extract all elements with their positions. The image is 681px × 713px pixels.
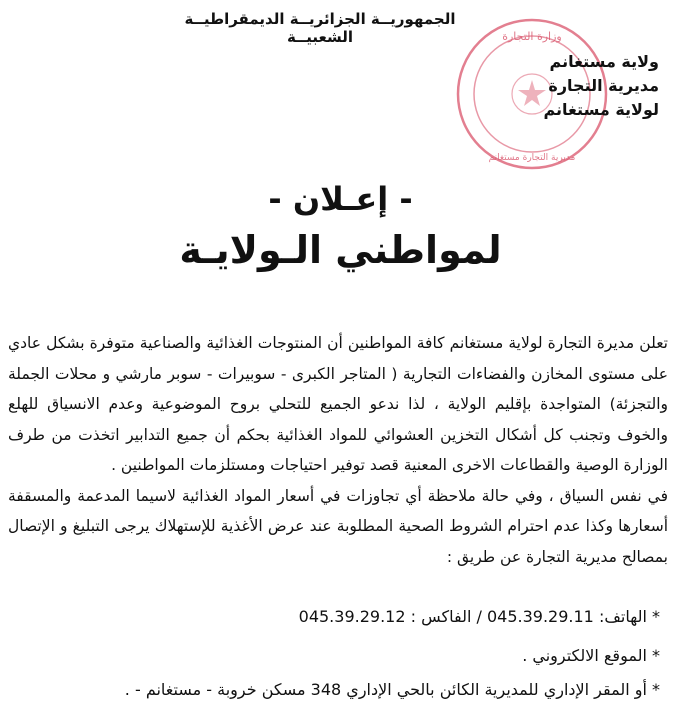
- stamp-top-text: وزارة التجارة: [502, 30, 562, 43]
- issuer-line-1: ولاية مستغانم: [549, 52, 659, 71]
- announcement-subtitle: لمواطني الـولايـة: [179, 228, 502, 272]
- republic-header: الجمهوريــة الجزائريــة الديمقراطيــة الشعبيــة: [184, 10, 456, 46]
- phone-number: 045.39.29.11: [486, 607, 594, 626]
- phone-label: * الهاتف:: [598, 607, 660, 626]
- announcement-title: - إعـلان -: [268, 180, 413, 218]
- contact-website: * الموقع الالكتروني .: [522, 646, 660, 665]
- fax-number: 045.39.29.12: [298, 607, 406, 626]
- issuer-block: [489, 50, 659, 122]
- issuer-line-3: لولاية مستغانم: [543, 100, 659, 119]
- stamp-bottom-text: مديرية التجارة مستغانم: [488, 153, 576, 163]
- issuer-line-2: مديرية التجارة: [548, 76, 659, 95]
- contact-office: * أو المقر الإداري للمديرية الكائن بالحي الإداري 348 مسكن خروبة - مستغانم - .: [124, 680, 660, 699]
- paragraph-1: تعلن مديرة التجارة لولاية مستغانم كافة المواطنين أن المنتوجات الغذائية والصناعية متوفرة بشكل عادي على مستوى المخازن والفضاءات التجارية ( المتاجر الكبرى - سوبيرات - سوبر مارشي و محلات الجملة والتجزئة) المتواجدة بإقليم الولاية ، لذا ندعو الجميع للتحلي بروح الموضوعية وعدم الانسياق للهلع والخوف وتجنب كل أشكال التخزين العشوائي للمواد الغذائية بحكم أن جميع التدابير اتخذت من طرف الوزارة الوصية والقطاعات الاخرى المعنية قصد توفير احتياجات ومستلزمات المواطنين .: [8, 334, 668, 474]
- announcement-body: [8, 328, 668, 572]
- fax-label: / الفاكس :: [410, 607, 482, 626]
- paragraph-2: في نفس السياق ، وفي حالة ملاحظة أي تجاوزات في أسعار المواد الغذائية لاسيما المدعمة والمسقفة أسعارها وكذا عدم احترام الشروط الصحية المطلوبة عند عرض الأغذية للإستهلاك يرجى التبليغ و الإتصال بمصالح مديرية التجارة عن طريق :: [8, 486, 668, 566]
- contact-phone-line: [20, 605, 660, 629]
